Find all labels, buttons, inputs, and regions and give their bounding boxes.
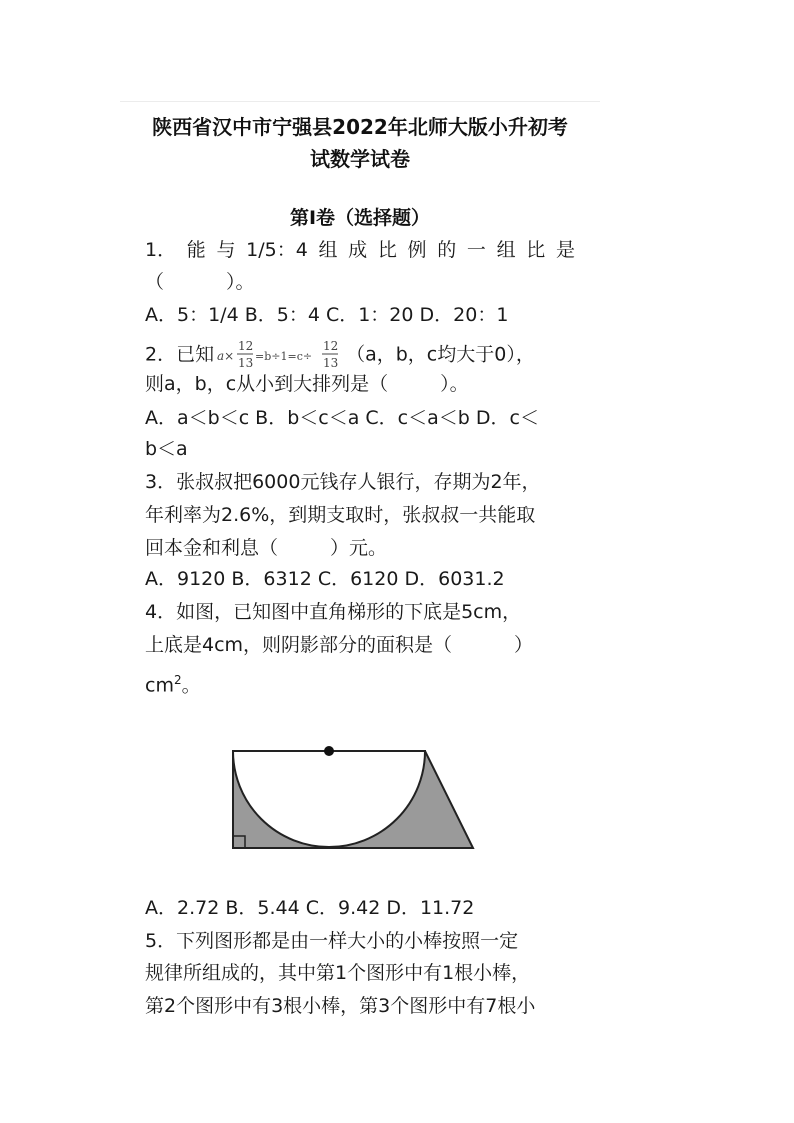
q1-stem-line1 — [145, 238, 575, 262]
q2-stem-line1 — [145, 338, 585, 372]
formula-numerator-1: 12 — [238, 339, 254, 353]
formula-numerator-2: 12 — [323, 339, 339, 353]
q1-word: 是 — [555, 239, 575, 261]
q4-unit-end: 。 — [181, 674, 201, 697]
q1-paren-close: ）。 — [226, 271, 255, 293]
header-divider — [120, 101, 600, 102]
q3-options: A．9120 B．6312 C．6120 D．6031.2 — [145, 568, 505, 590]
q1-word: 组 — [318, 239, 338, 261]
q5-stem-line2: 规律所组成的，其中第1个图形中有1根小棒， — [145, 962, 531, 984]
q2-formula-image — [216, 338, 344, 372]
q1-word: 比 — [526, 239, 546, 261]
q5-stem-line3: 第2个图形中有3根小棒，第3个图形中有7根小 — [145, 995, 536, 1017]
exam-title-line1: 陕西省汉中市宁强县2022年北师大版小升初考 — [152, 115, 568, 139]
q4-question-text: 上底是4cm，则阴影部分的面积是（ — [145, 634, 453, 656]
q1-word: 组 — [496, 239, 516, 261]
q2-suffix: （a，b，c均大于0）， — [346, 343, 535, 366]
q1-word: 一 — [466, 239, 486, 261]
q1-options: A．5：1/4 B．5：4 C．1：20 D．20：1 — [145, 304, 509, 326]
q4-stem-line1: 4．如图，已知图中直角梯形的下底是5cm， — [145, 601, 522, 623]
q3-stem-line1: 3．张叔叔把6000元钱存人银行，存期为2年， — [145, 471, 541, 493]
q4-unit: cm — [145, 674, 174, 697]
q2-options-line2: b＜a — [145, 438, 188, 460]
q5-stem-line1: 5．下列图形都是由一样大小的小棒按照一定 — [145, 930, 519, 952]
formula-denominator-1: 13 — [238, 356, 254, 370]
q1-word: 1． — [145, 239, 177, 261]
formula-middle: =b÷1=c÷ — [255, 350, 313, 363]
q2-prefix: 2．已知 — [145, 343, 215, 366]
q1-word: 与 — [216, 239, 236, 261]
q2-paren-close: ）。 — [440, 373, 469, 395]
formula-a-times: a× — [217, 349, 235, 363]
q1-stem-line2 — [145, 270, 585, 294]
q4-paren-close: ） — [514, 634, 534, 656]
q3-stem-line3 — [145, 536, 585, 560]
q2-stem-line2 — [145, 372, 585, 396]
q4-unit-line — [145, 668, 585, 697]
center-point — [324, 746, 334, 756]
q4-stem-line2 — [145, 633, 585, 657]
trapezoid-semicircle-figure — [228, 744, 480, 852]
q1-word: 成 — [348, 239, 368, 261]
q3-question-text: 回本金和利息（ — [145, 537, 279, 559]
formula-denominator-2: 13 — [323, 356, 339, 370]
q4-options: A．2.72 B．5.44 C．9.42 D．11.72 — [145, 897, 475, 919]
q1-word: 1/5：4 — [246, 239, 308, 261]
q2-question-text: 则a，b，c从小到大排列是（ — [145, 373, 389, 395]
q3-stem-line2: 年利率为2.6%，到期支取时，张叔叔一共能取 — [145, 504, 536, 526]
q4-unit-exponent: 2 — [173, 673, 182, 687]
q3-paren-close: ）元。 — [330, 537, 388, 559]
q1-word: 能 — [186, 239, 206, 261]
q1-word: 比 — [377, 239, 397, 261]
q2-options-line1: A．a＜b＜c B．b＜c＜a C．c＜a＜b D．c＜ — [145, 407, 539, 429]
q1-paren-open: （ — [145, 271, 165, 293]
q1-word: 例 — [407, 239, 427, 261]
section-heading: 第Ⅰ卷（选择题） — [289, 207, 431, 229]
exam-title-line2: 试数学试卷 — [310, 147, 410, 171]
q1-word: 的 — [437, 239, 457, 261]
